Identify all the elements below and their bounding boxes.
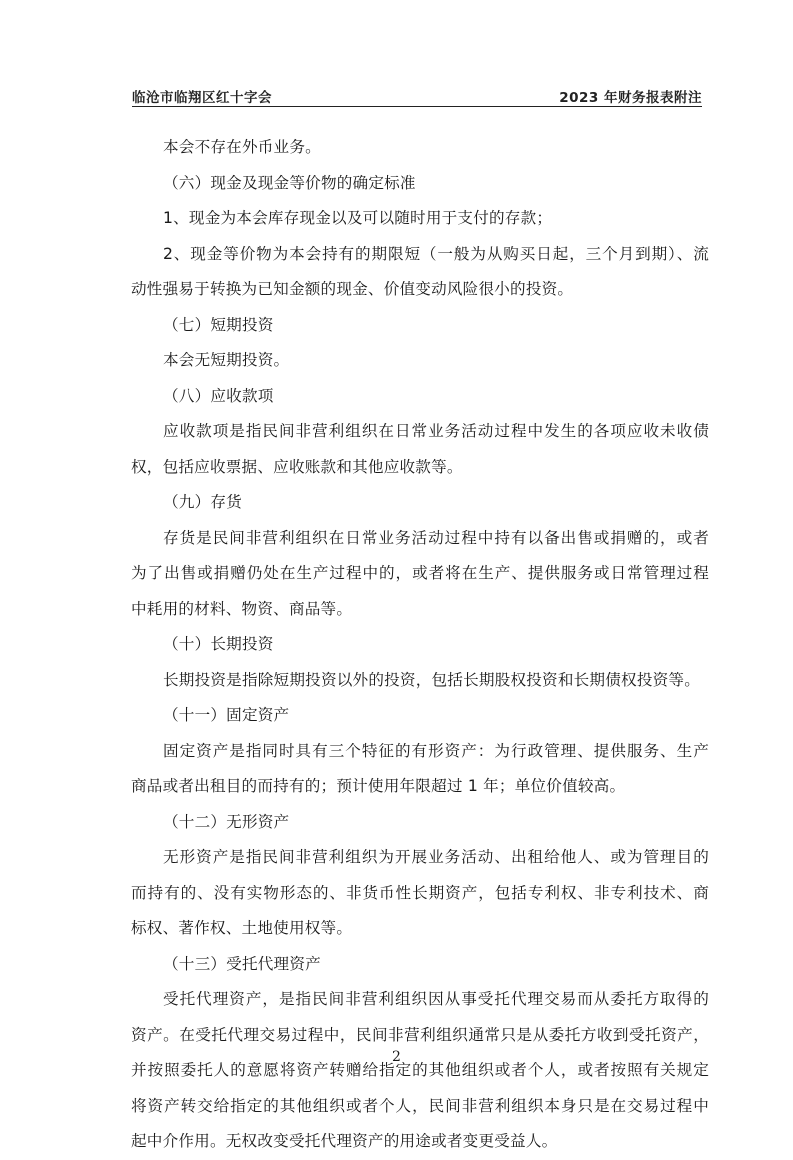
text-line: 并按照委托人的意愿将资产转赠给指定的其他组织或者个人，或者按照有关规定: [131, 1061, 709, 1079]
document-body: [131, 130, 709, 1160]
header-organization: 临沧市临翔区红十字会: [132, 90, 272, 106]
text-line: 动性强易于转换为已知金额的现金、价值变动风险很小的投资。: [131, 280, 574, 298]
text-line: 2、现金等价物为本会持有的期限短（一般为从购买日起，三个月到期）、流: [163, 244, 709, 263]
text-line: 权，包括应收票据、应收账款和其他应收款等。: [131, 457, 463, 476]
text-line: 商品或者出租目的而持有的；预计使用年限超过 1 年；单位价值较高。: [131, 777, 626, 795]
text-line: 应收款项是指民间非营利组织在日常业务活动过程中发生的各项应收未收债: [163, 422, 709, 440]
text-line: 固定资产是指同时具有三个特征的有形资产：为行政管理、提供服务、生产: [163, 741, 709, 760]
text-line: 而持有的、没有实物形态的、非货币性长期资产，包括专利权、非专利技术、商: [131, 883, 709, 902]
text-line: 长期投资是指除短期投资以外的投资，包括长期股权投资和长期债权投资等。: [163, 670, 700, 689]
text-line: （六）现金及现金等价物的确定标准: [163, 173, 416, 192]
page-header: [132, 84, 702, 107]
text-line: （十一）固定资产: [163, 706, 290, 724]
header-report-title: 2023 年财务报表附注: [559, 90, 702, 106]
text-line: 受托代理资产，是指民间非营利组织因从事受托代理交易而从委托方取得的: [163, 990, 709, 1008]
text-line: （九）存货: [163, 493, 242, 511]
text-line: （十三）受托代理资产: [163, 954, 321, 973]
text-line: （十）长期投资: [163, 635, 274, 653]
text-line: 为了出售或捐赠仍处在生产过程中的，或者将在生产、提供服务或日常管理过程: [131, 564, 709, 582]
text-line: 无形资产是指民间非营利组织为开展业务活动、出租给他人、或为管理目的: [163, 848, 709, 866]
text-line: （七）短期投资: [163, 315, 274, 334]
text-line: 起中介作用。无权改变受托代理资产的用途或者变更受益人。: [131, 1132, 558, 1150]
text-line: 中耗用的材料、物资、商品等。: [131, 599, 353, 618]
text-line: 将资产转交给指定的其他组织或者个人，民间非营利组织本身只是在交易过程中: [131, 1096, 709, 1115]
page-number: 2: [392, 1049, 401, 1065]
text-line: 存货是民间非营利组织在日常业务活动过程中持有以备出售或捐赠的，或者: [163, 528, 709, 547]
text-line: 标权、著作权、土地使用权等。: [131, 919, 353, 937]
text-line: 资产。在受托代理交易过程中，民间非营利组织通常只是从委托方收到受托资产，: [131, 1025, 709, 1044]
text-line: 本会无短期投资。: [163, 351, 290, 369]
text-line: （十二）无形资产: [163, 812, 290, 831]
text-line: （八）应收款项: [163, 386, 274, 405]
text-line: 1、现金为本会库存现金以及可以随时用于支付的存款；: [163, 209, 553, 227]
text-line: 本会不存在外币业务。: [163, 138, 321, 156]
